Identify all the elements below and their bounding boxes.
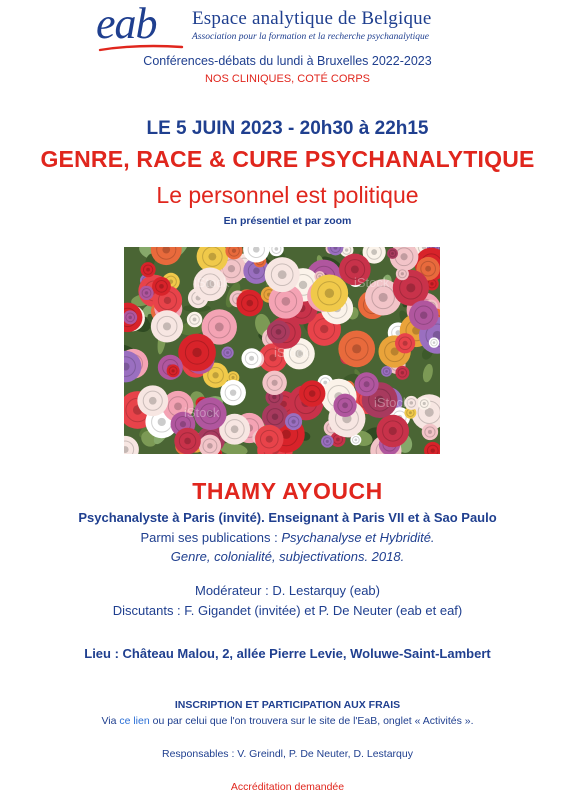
org-tagline: Association pour la formation et la recherche psychanalytique [192,32,430,42]
speaker-publications [0,530,575,545]
speaker-role: Psychanalyste à Paris (invité). Enseignant à Paris VII et à Sao Paulo [78,510,497,525]
flowers-illustration [124,247,440,454]
eab-logo: eab [96,0,157,48]
istock-watermark: iStock [354,275,390,290]
series-title: Conférences-débats du lundi à Bruxelles 2022-2023 [143,54,432,68]
event-date: LE 5 JUIN 2023 - 20h30 à 22h15 [146,118,429,139]
istock-watermark: iStock [274,345,310,360]
publication-title-2: Genre, colonialité, subjectivations. 2018. [170,549,405,564]
istock-watermark: iStock [184,405,220,420]
publication-title-1: Psychanalyse et Hybridité. [281,530,435,545]
speaker-name: THAMY AYOUCH [192,478,383,504]
venue: Lieu : Château Malou, 2, allée Pierre Levie, Woluwe-Saint-Lambert [84,646,491,661]
istock-watermark: iStock [194,275,230,290]
event-subtitle: Le personnel est politique [156,182,419,208]
event-format: En présentiel et par zoom [223,215,352,227]
accreditation: Accréditation demandée [230,781,345,793]
series-theme: NOS CLINIQUES, COTÉ CORPS [204,73,371,85]
logo-swoosh-icon [98,44,184,52]
signup-prefix: Via [101,715,120,727]
responsables: Responsables : V. Greindl, P. De Neuter, D. Lestarquy [162,748,413,760]
signup-link[interactable]: ce lien [119,715,150,727]
event-title: GENRE, RACE & CURE PSYCHANALYTIQUE [40,146,535,172]
org-name: Espace analytique de Belgique [192,8,432,29]
header-logo-block [96,0,516,52]
flower-wall-photo [124,247,440,454]
signup-text [0,715,575,727]
signup-heading: INSCRIPTION ET PARTICIPATION AUX FRAIS [174,699,401,711]
publications-prefix: Parmi ses publications : [140,530,282,545]
moderator: Modérateur : D. Lestarquy (eab) [195,583,380,598]
discussants: Discutants : F. Gigandet (invitée) et P. De Neuter (eab et eaf) [112,603,463,618]
signup-suffix: ou par celui que l'on trouvera sur le site de l'EaB, onglet « Activités ». [149,715,474,727]
istock-watermark: iStock [374,395,410,410]
